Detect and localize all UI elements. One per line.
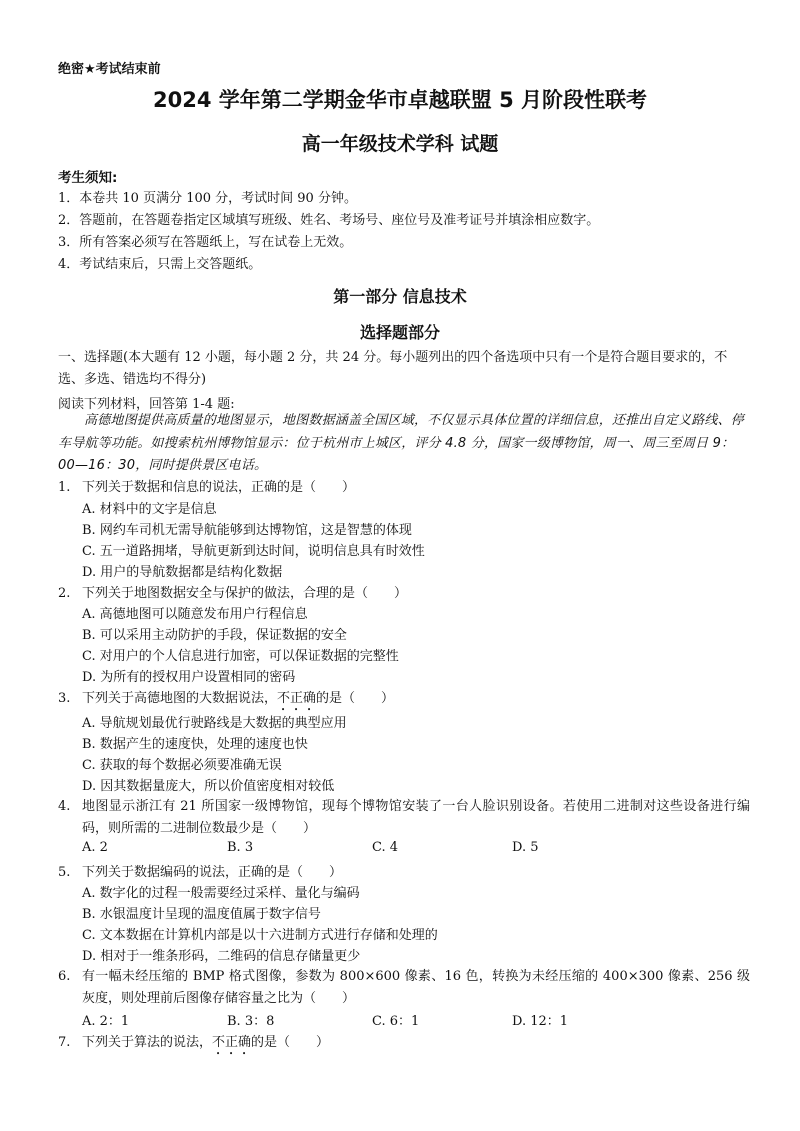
question-stem-end: 的是（ ）	[316, 691, 395, 706]
option-c: C. 6：1	[372, 1014, 420, 1029]
option-a: A. 2：1	[82, 1014, 130, 1029]
option-a: A. 2	[82, 840, 108, 855]
option-c: C. 获取的每个数据必须要准确无误	[82, 758, 282, 773]
question-3	[58, 687, 394, 714]
option-b: B. 3	[227, 840, 254, 855]
option-b: B. 水银温度计呈现的温度值属于数字信号	[82, 907, 321, 922]
confidential-label: 绝密★考试结束前	[58, 62, 161, 77]
option-d: D. 5	[512, 840, 539, 855]
part-title: 第一部分 信息技术	[333, 287, 467, 306]
question-stem-end: 的是（ ）	[251, 1035, 330, 1050]
reading-prompt: 阅读下列材料，回答第 1-4 题:	[58, 397, 235, 412]
notice-heading: 考生须知:	[58, 170, 118, 186]
question-number: 6.	[58, 969, 71, 984]
option-b: B. 3：8	[227, 1014, 275, 1029]
option-c: C. 4	[372, 840, 399, 855]
notice-item: 1．本卷共 10 页满分 100 分，考试时间 90 分钟。	[58, 191, 357, 206]
question-stem: 下列关于高德地图的大数据说法，	[82, 691, 278, 706]
option-d: D. 相对于一维条形码，二维码的信息存储量更少	[82, 949, 361, 964]
emphasis-text: 不正确	[212, 1035, 252, 1050]
notice-item: 4．考试结束后，只需上交答题纸。	[58, 257, 262, 272]
question-number: 1.	[58, 480, 71, 495]
question-stem: 有一幅未经压缩的 BMP 格式图像，参数为 800×600 像素、16 色，转换为未经压缩的 400×300 像素、256 级灰度，则处理前后图像存储容量之比为（ ）	[82, 969, 750, 1006]
question-4	[58, 796, 750, 840]
question-stem: 下列关于数据编码的说法，正确的是（ ）	[82, 865, 343, 880]
option-b: B. 网约车司机无需导航能够到达博物馆，这是智慧的体现	[82, 523, 412, 538]
option-a: A. 材料中的文字是信息	[82, 502, 217, 517]
question-2	[58, 582, 407, 601]
question-stem: 下列关于算法的说法，	[82, 1035, 213, 1050]
instructions-text: 一、选择题(本大题有 12 小题，每小题 2 分，共 24 分。每小题列出的四个备选项中只有一个是符合题目要求的，不选、多选、错选均不得分)	[58, 350, 728, 387]
question-1	[58, 476, 355, 495]
option-c: C. 五一道路拥堵，导航更新到达时间，说明信息具有时效性	[82, 544, 425, 559]
emphasis-text: 不正确	[277, 691, 317, 706]
option-b: B. 数据产生的速度快，处理的速度也快	[82, 737, 308, 752]
question-number: 7.	[58, 1035, 71, 1050]
reading-material: 高德地图提供高质量的地图显示，地图数据涵盖全国区域，不仅显示具体位置的详细信息，还推出自定义路线、停车导航等功能。如搜索杭州博物馆显示：位于杭州市上城区，评分 4.8 分，国家一级博物馆，周一、周三至周日 9：00—16：30，同时提供景区电话。	[58, 413, 745, 473]
option-d: D. 用户的导航数据都是结构化数据	[82, 565, 283, 580]
notice-item: 3．所有答案必须写在答题纸上，写在试卷上无效。	[58, 235, 353, 250]
question-stem: 下列关于数据和信息的说法，正确的是（ ）	[82, 480, 356, 495]
option-d: D. 12：1	[512, 1014, 569, 1029]
option-d: D. 因其数据量庞大，所以价值密度相对较低	[82, 779, 335, 794]
question-stem: 地图显示浙江有 21 所国家一级博物馆，现每个博物馆安装了一台人脸识别设备。若使用二进制对这些设备进行编码，则所需的二进制位数最少是（ ）	[82, 799, 750, 836]
question-number: 2.	[58, 586, 71, 601]
exam-subtitle: 高一年级技术学科 试题	[301, 133, 499, 155]
question-5	[58, 861, 342, 880]
question-number: 3.	[58, 691, 71, 706]
option-c: C. 对用户的个人信息进行加密，可以保证数据的完整性	[82, 649, 399, 664]
option-a: A. 数字化的过程一般需要经过采样、量化与编码	[82, 886, 360, 901]
question-6	[58, 966, 750, 1010]
option-d: D. 为所有的授权用户设置相同的密码	[82, 670, 296, 685]
option-a: A. 导航规划最优行驶路线是大数据的典型应用	[82, 716, 347, 731]
question-stem: 下列关于地图数据安全与保护的做法，合理的是（ ）	[82, 586, 408, 601]
option-b: B. 可以采用主动防护的手段，保证数据的安全	[82, 628, 347, 643]
option-c: C. 文本数据在计算机内部是以十六进制方式进行存储和处理的	[82, 928, 438, 943]
question-7	[58, 1031, 329, 1058]
section-title: 选择题部分	[359, 323, 440, 342]
notice-item: 2．答题前，在答题卷指定区域填写班级、姓名、考场号、座位号及准考证号并填涂相应数字。	[58, 213, 600, 228]
option-a: A. 高德地图可以随意发布用户行程信息	[82, 607, 308, 622]
question-number: 5.	[58, 865, 71, 880]
question-number: 4.	[58, 799, 71, 814]
exam-title: 2024 学年第二学期金华市卓越联盟 5 月阶段性联考	[153, 88, 647, 112]
